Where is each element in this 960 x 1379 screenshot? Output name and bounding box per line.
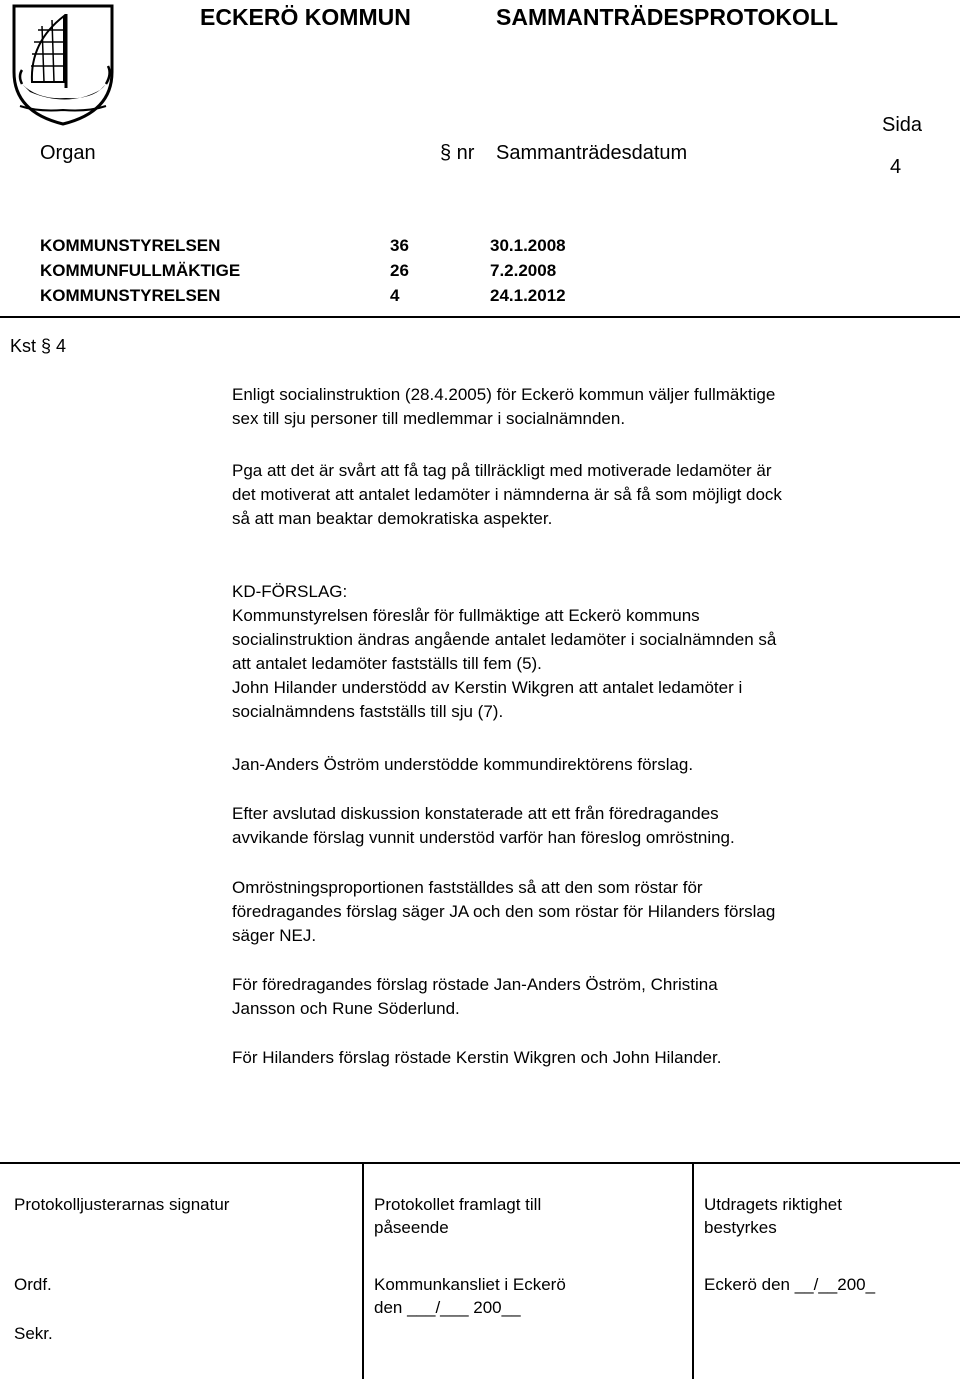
- meeting-organ: KOMMUNSTYRELSEN: [40, 236, 221, 255]
- certification-heading: [704, 1193, 842, 1239]
- certification-date-line: Eckerö den __/__200_: [704, 1275, 876, 1294]
- certification-heading-line: bestyrkes: [704, 1218, 777, 1237]
- text-line: avvikande förslag vunnit understöd varför han föreslog omröstning.: [232, 828, 735, 847]
- paragraph-vote-yes: [232, 973, 952, 1021]
- meeting-organ: KOMMUNFULLMÄKTIGE: [40, 261, 241, 280]
- meeting-date: 7.2.2008: [490, 261, 557, 280]
- text-line: Pga att det är svårt att få tag på tillräckligt med motiverade ledamöter är: [232, 461, 772, 480]
- text-line: så att man beaktar demokratiska aspekter.: [232, 509, 553, 528]
- paragraph-proposal: [232, 580, 952, 724]
- page-number: 4: [890, 156, 902, 178]
- footer-divider: [0, 1162, 960, 1164]
- paragraph-intro: [232, 383, 952, 431]
- text-line: Jansson och Rune Söderlund.: [232, 999, 460, 1018]
- footer-column-separator: [692, 1164, 694, 1379]
- paragraph-discussion: [232, 802, 952, 850]
- meeting-organ: KOMMUNSTYRELSEN: [40, 286, 221, 305]
- header-divider: [0, 316, 960, 318]
- paragraph-motivation: [232, 459, 952, 531]
- text-line: För föredragandes förslag röstade Jan-Anders Öström, Christina: [232, 975, 718, 994]
- document-type: SAMMANTRÄDESPROTOKOLL: [496, 4, 839, 30]
- text-line: Efter avslutad diskussion konstaterade att ett från föredragandes: [232, 804, 719, 823]
- municipality-ship-logo: [8, 2, 118, 126]
- certification-heading-line: Utdragets riktighet: [704, 1195, 842, 1214]
- secretary-label: Sekr.: [14, 1324, 53, 1343]
- text-line: det motiverat att antalet ledamöter i nämnderna är så få som möjligt dock: [232, 485, 782, 504]
- municipality-name: ECKERÖ KOMMUN: [200, 4, 411, 30]
- posted-date-line: den ___/___ 200__: [374, 1298, 521, 1317]
- text-line: säger NEJ.: [232, 926, 317, 945]
- text-line: För Hilanders förslag röstade Kerstin Wikgren och John Hilander.: [232, 1048, 722, 1067]
- text-line: KD-FÖRSLAG:: [232, 582, 348, 601]
- text-line: socialinstruktion ändras angående antalet ledamöter i socialnämnden så: [232, 630, 777, 649]
- posted-location: [374, 1273, 566, 1319]
- text-line: Omröstningsproportionen fastställdes så att den som röstar för: [232, 878, 703, 897]
- paragraph-support: [232, 753, 952, 777]
- posted-heading: [374, 1193, 541, 1239]
- posted-line: Kommunkansliet i Eckerö: [374, 1275, 566, 1294]
- footer-column-separator: [362, 1164, 364, 1379]
- meeting-date: 30.1.2008: [490, 236, 566, 255]
- signatures-heading: Protokolljusterarnas signatur: [14, 1195, 230, 1214]
- text-line: att antalet ledamöter fastställs till fem (5).: [232, 654, 542, 673]
- paragraph-vote-no: [232, 1046, 952, 1070]
- text-line: sex till sju personer till medlemmar i socialnämnden.: [232, 409, 626, 428]
- paragraph-vote-procedure: [232, 876, 952, 948]
- nr-label: § nr: [440, 142, 475, 164]
- text-line: föredragandes förslag säger JA och den som röstar för Hilanders förslag: [232, 902, 776, 921]
- meeting-date: 24.1.2012: [490, 286, 566, 305]
- date-label: Sammanträdesdatum: [496, 142, 688, 164]
- chairman-label: Ordf.: [14, 1275, 52, 1294]
- posted-heading-line: Protokollet framlagt till: [374, 1195, 542, 1214]
- text-line: John Hilander understödd av Kerstin Wikgren att antalet ledamöter i: [232, 678, 743, 697]
- text-line: Kommunstyrelsen föreslår för fullmäktige att Eckerö kommuns: [232, 606, 700, 625]
- sida-label: Sida: [882, 114, 923, 136]
- organ-label: Organ: [40, 142, 96, 164]
- section-reference: Kst § 4: [10, 336, 67, 356]
- meeting-nr: 4: [390, 286, 400, 305]
- meeting-nr: 26: [390, 261, 409, 280]
- text-line: Jan-Anders Öström understödde kommundirektörens förslag.: [232, 755, 694, 774]
- text-line: socialnämndens fastställs till sju (7).: [232, 702, 504, 721]
- posted-heading-line: påseende: [374, 1218, 449, 1237]
- text-line: Enligt socialinstruktion (28.4.2005) för Eckerö kommun väljer fullmäktige: [232, 385, 776, 404]
- meeting-nr: 36: [390, 236, 409, 255]
